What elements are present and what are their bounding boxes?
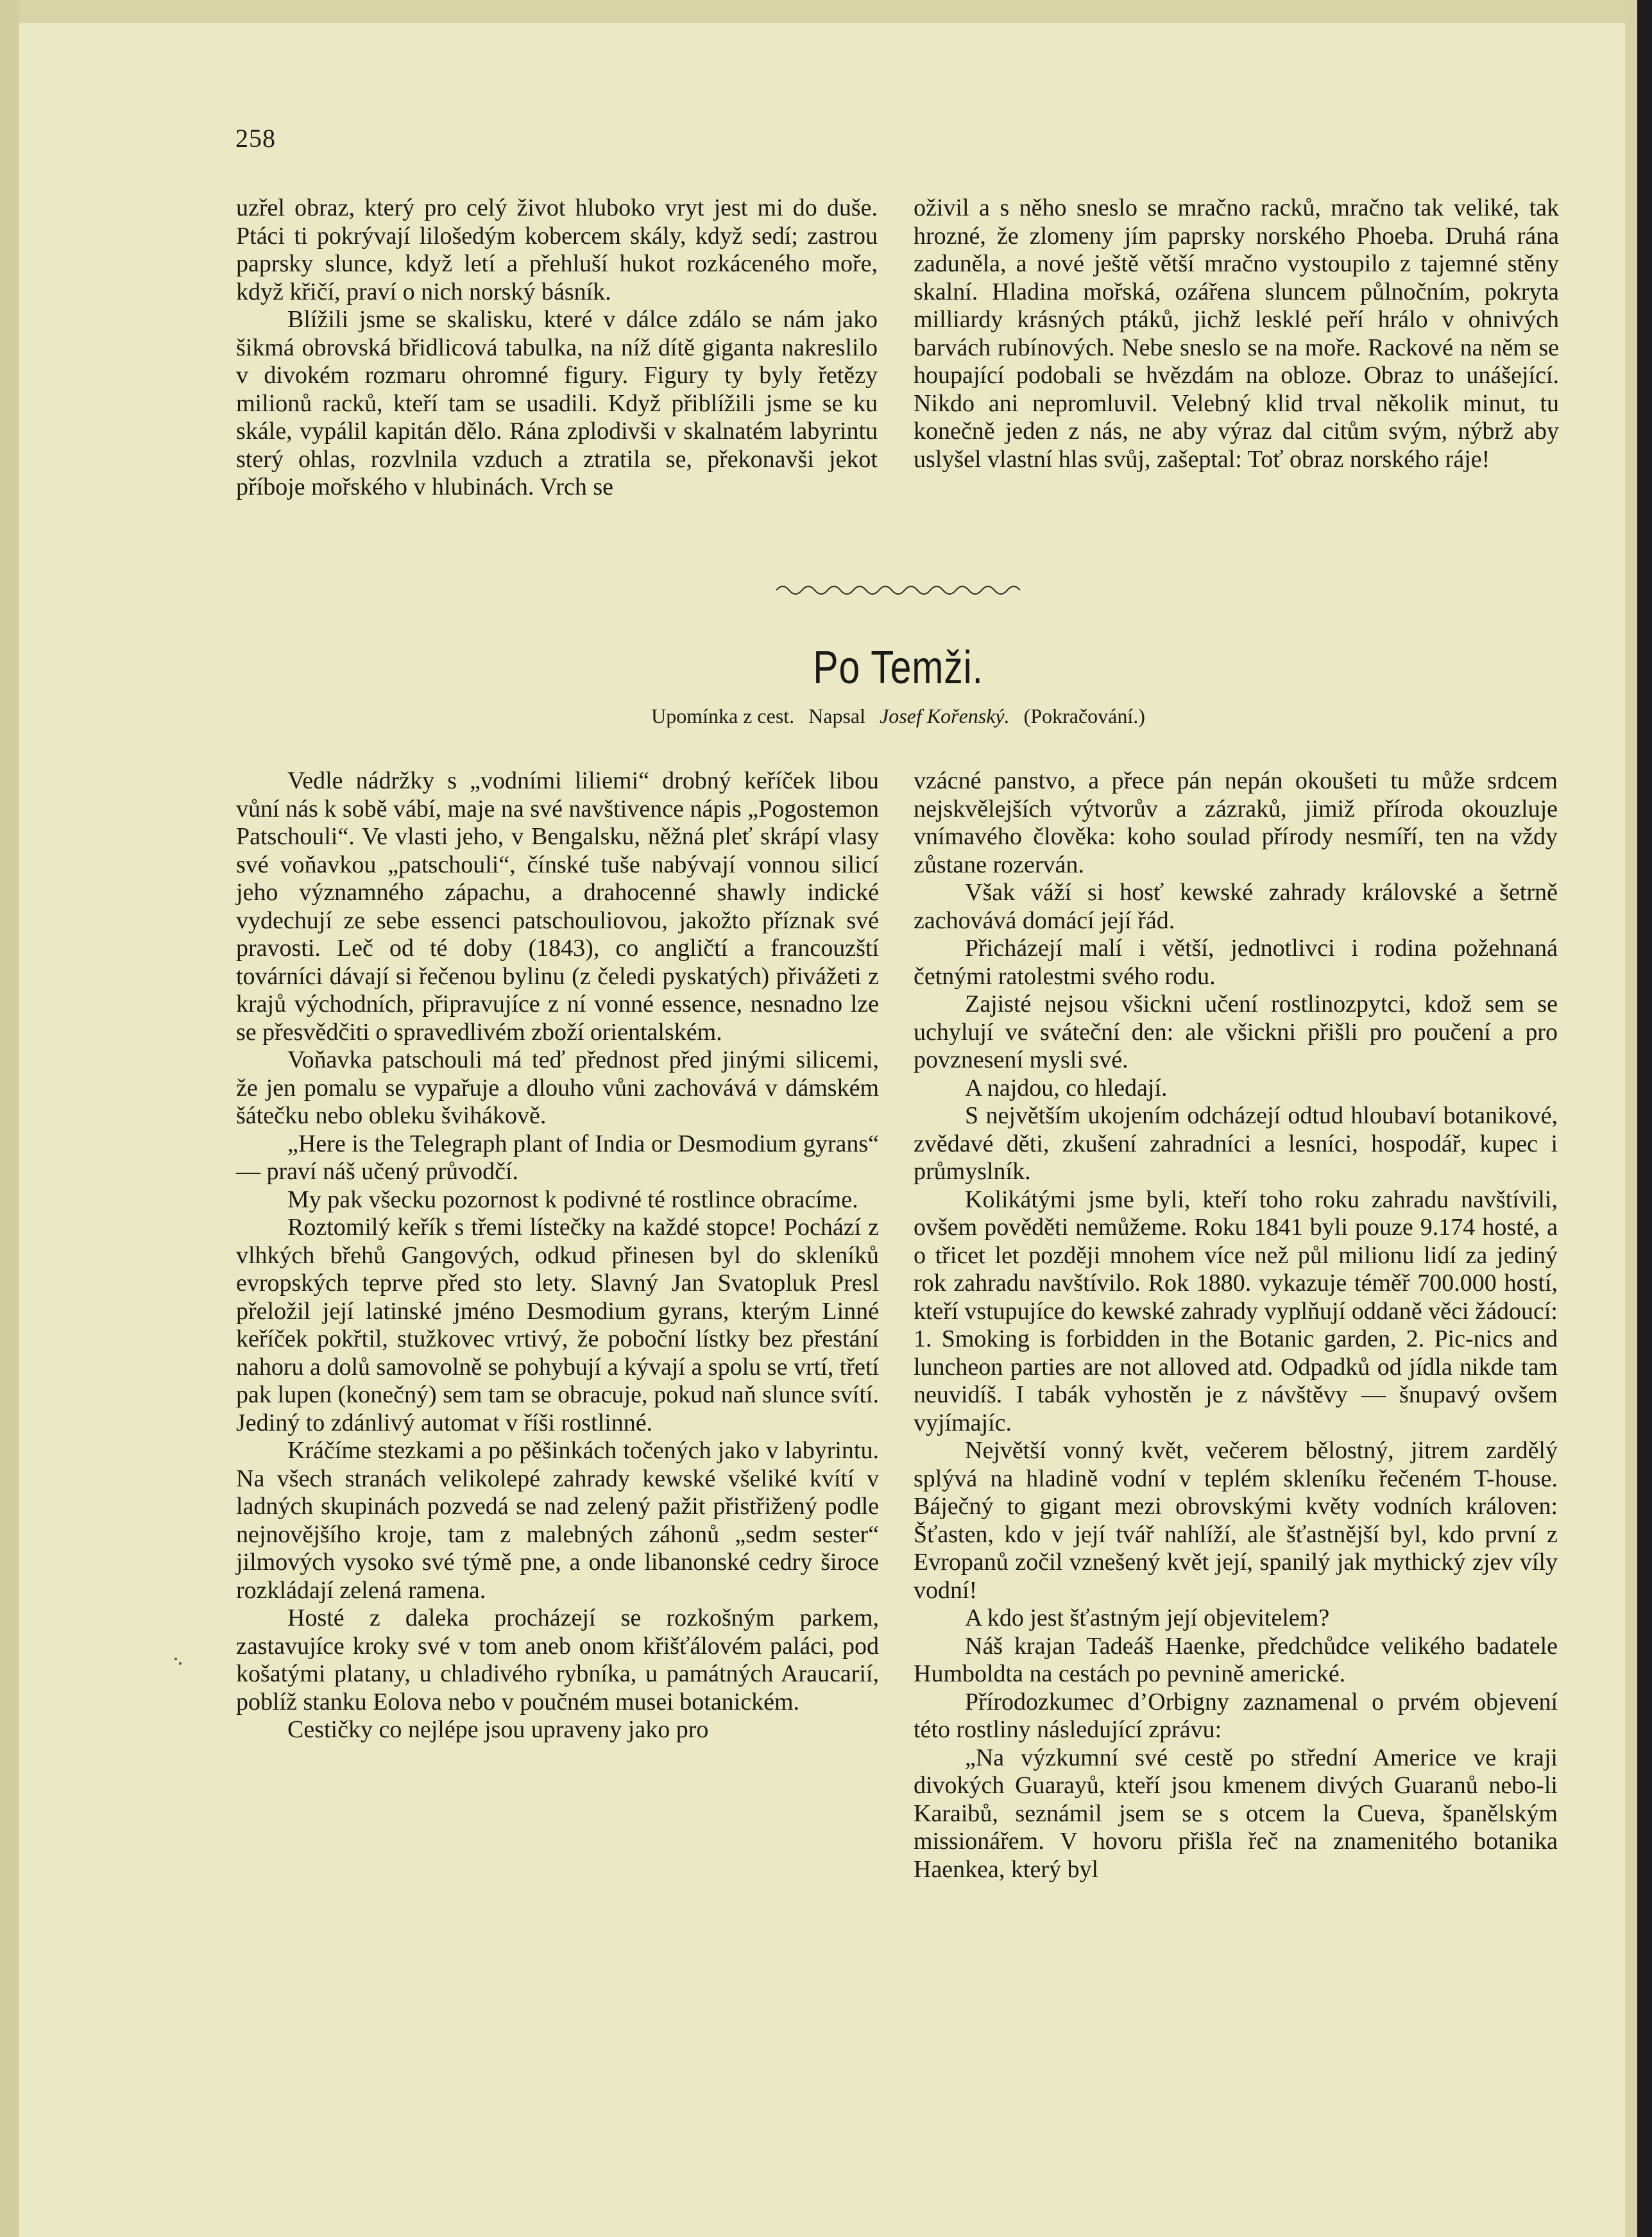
margin-speck-marks [172, 1655, 185, 1668]
paragraph: oživil a s něho sneslo se mračno racků, mračno tak veliké, tak hrozné, že zlomeny jím paprsky norského Phoeba. Druhá rána zaduněla, a nové ještě větší mračno vystoupilo z tajemné stěny skalní. Hladina mořská, ozářena sluncem půlnočním, pokryta milliardy krásných ptáků, jichž lesklé peří hrálo v ohnivých barvách rubínových. Nebe sneslo se na moře. Rackové na něm se houpající podobali se hvězdám na obloze. Obraz to unášející. Nikdo ani nepromluvil. Velebný klid trval několik minut, tu konečně jeden z nás, ne aby výraz dal citům svým, nýbrž aby uslyšel vlastní hlas svůj, zašeptal: Toť obraz norského ráje! [914, 194, 1559, 473]
paragraph: „Na výzkumní své cestě po střední Americe ve kraji divokých Guarayů, kteří jsou kmenem divých Guaranů nebo-li Karaibů, seznámil jsem se s otcem la Cueva, španělským missionářem. V hovoru přišla řeč na znamenitého botanika Haenkea, který byl [914, 1744, 1558, 1883]
previous-article-right-column [914, 194, 1559, 473]
article-subtitle: Upomínka z cest. [651, 704, 795, 727]
paragraph: Vedle nádržky s „vodními liliemi“ drobný keříček libou vůní nás k sobě vábí, maje na své navštivence nápis „Pogostemon Patschouli“. Ve vlasti jeho, v Bengalsku, něžná pleť skrápí vlasy své voňavkou „patschouli“, čínské tuše nabývají vonnou silicí jeho významného zápachu, a drahocenné shawly indické vydechují ze sebe essenci patschouliovou, jakožto příznak své pravosti. Leč od té doby (1843), co angličtí a francouzští továrníci dávají si řečenou bylinu (z čeledi pyskatých) přivážeti z krajů východních, připravujíce z ní vonné essence, nesnadno lze se přesvědčiti o spravedlivém zboží orientalském. [236, 767, 879, 1046]
paragraph: Náš krajan Tadeáš Haenke, předchůdce velikého badatele Humboldta na cestách po pevnině americké. [914, 1632, 1558, 1687]
scan-right-dark-border [1637, 0, 1652, 2237]
previous-article-left-column [236, 194, 878, 502]
paragraph: Kolikátými jsme byli, kteří toho roku zahradu navštívili, ovšem pověděti nemůžeme. Roku 1841 byli pouze 9.174 hosté, a o třicet let později mnohem více než půl milionu lidí za jediný rok zahradu navštívilo. Rok 1880. vykazuje téměř 700.000 hostí, kteří vstupujíce do kewské zahrady vyplňují oddaně věci žádoucí: 1. Smoking is forbidden in the Botanic garden, 2. Pic-nics and luncheon parties are not alloved atd. Odpadků od jídla nikde tam neuvidíš. I tabák vyhostěn je z návštěvy — šnupavý ovšem vyjímajíc. [914, 1186, 1558, 1436]
written-by-label: Napsal [808, 704, 866, 727]
paragraph: Roztomilý keřík s třemi lístečky na každé stopce! Pochází z vlhkých břehů Gangových, odkud přinesen byl do skleníků evropských teprve před sto lety. Slavný Jan Svatopluk Presl přeložil její latinské jméno Desmodium gyrans, kterým Linné keříček pokřtil, stužkovec vrtivý, že poboční lístky bez přestání nahoru a dolů samovolně se pohybují a kývají a spolu se vrtí, třetí pak lupen (konečný) sem tam se obracuje, pokud naň slunce svítí. Jediný to zdánlivý automat v říši rostlinné. [236, 1214, 879, 1436]
scan-top-edge [0, 0, 1652, 23]
article-author: Josef Kořenský. [880, 704, 1010, 727]
paragraph: Přírodozkumec d’Orbigny zaznamenal o prvém objevení této rostliny následující zprávu: [914, 1688, 1558, 1743]
article-left-column [236, 767, 879, 1744]
article-right-column [914, 767, 1558, 1884]
paragraph: Zajisté nejsou všickni učení rostlinozpytci, kdož sem se uchylují ve sváteční den: ale všickni přišli pro poučení a pro povznesení mysli své. [914, 991, 1558, 1073]
paragraph: S největším ukojením odcházejí odtud hloubaví botanikové, zvědavé děti, zkušení zahradníci a lesníci, hospodář, kupec i průmyslník. [914, 1102, 1558, 1185]
continuation-note: (Pokračování.) [1023, 704, 1145, 727]
paragraph: vzácné panstvo, a přece pán nepán okoušeti tu může srdcem nejskvělejších výtvorův a zázraků, jimiž příroda okouzluje vnímavého člověka: koho soulad přírody nesmíří, ten na vždy zůstane rozerván. [914, 767, 1558, 878]
scan-left-edge [0, 0, 19, 2237]
paragraph: My pak všecku pozornost k podivné té rostlince obracíme. [287, 1186, 858, 1213]
paragraph: Hosté z daleka procházejí se rozkošným parkem, zastavujíce kroky své v tom aneb onom křišťálovém paláci, pod košatými platany, u chladivého rybníka, u památných Araucarií, poblíž stanku Eolova nebo v poučném musei botanickém. [236, 1604, 879, 1715]
paragraph: A najdou, co hledají. [965, 1074, 1168, 1101]
paragraph: uzřel obraz, který pro celý život hluboko vryt jest mi do duše. Ptáci ti pokrývají lilošedým kobercem skály, když sedí; zastrou paprsky slunce, když letí a přehluší hukot rozkáceného moře, když křičí, praví o nich norský básník. [236, 194, 878, 305]
section-divider-ornament [770, 581, 1026, 600]
article-byline [577, 704, 1219, 728]
paragraph: Kráčíme stezkami a po pěšinkách točených jako v labyrintu. Na všech stranách velikolepé zahrady kewské všeliké kvítí v ladných skupinách pozvedá se nad zelený pažit přistřižený podle nejnovějšího kroje, tam z malebných záhonů „sedm sester“ jilmových vysoko své týmě pne, a onde libanonské cedry široce rozkládají zelená ramena. [236, 1437, 879, 1604]
paragraph: Však váží si hosť kewské zahrady královské a šetrně zachovává domácí její řád. [914, 879, 1558, 934]
article-title: Po Temži. [813, 642, 984, 693]
paragraph: Cestičky co nejlépe jsou upraveny jako pro [287, 1716, 709, 1743]
paragraph: Přicházejí malí i větší, jednotlivci i rodina požehnaná četnými ratolestmi svého rodu. [914, 935, 1558, 990]
scan-right-gutter [1625, 0, 1637, 2237]
paragraph: „Here is the Telegraph plant of India or Desmodium gyrans“ — praví náš učený průvodčí. [236, 1130, 879, 1185]
paragraph: Největší vonný květ, večerem bělostný, jitrem zardělý splývá na hladině vodní v teplém skleníku řečeném T-house. Báječný to gigant mezi obrovskými květy vodních královen: Šťasten, kdo v její tvář nahlíží, ale šťastnější byl, kdo první z Evropanů zočil vznešený květ její, spanilý jak mythický zjev víly vodní! [914, 1437, 1558, 1604]
paragraph: Voňavka patschouli má teď přednost před jinými silicemi, že jen pomalu se vypařuje a dlouho vůni zachovává v dámském šátečku nebo obleku švihákově. [236, 1046, 879, 1129]
page-number: 258 [235, 124, 276, 153]
paragraph: A kdo jest šťastným její objevitelem? [965, 1604, 1330, 1631]
paragraph: Blížili jsme se skalisku, které v dálce zdálo se nám jako šikmá obrovská břidlicová tabulka, na níž dítě giganta nakreslilo v divokém rozmaru ohromné figury. Figury ty byly řetězy milionů racků, kteří tam se usadili. Když přiblížili jsme se ku skále, vypálil kapitán dělo. Rána zplodivši v skalnatém labyrintu sterý ohlas, rozvlnila vzduch a ztratila se, překonavši jekot příboje mořského v hlubinách. Vrch se [236, 306, 878, 500]
